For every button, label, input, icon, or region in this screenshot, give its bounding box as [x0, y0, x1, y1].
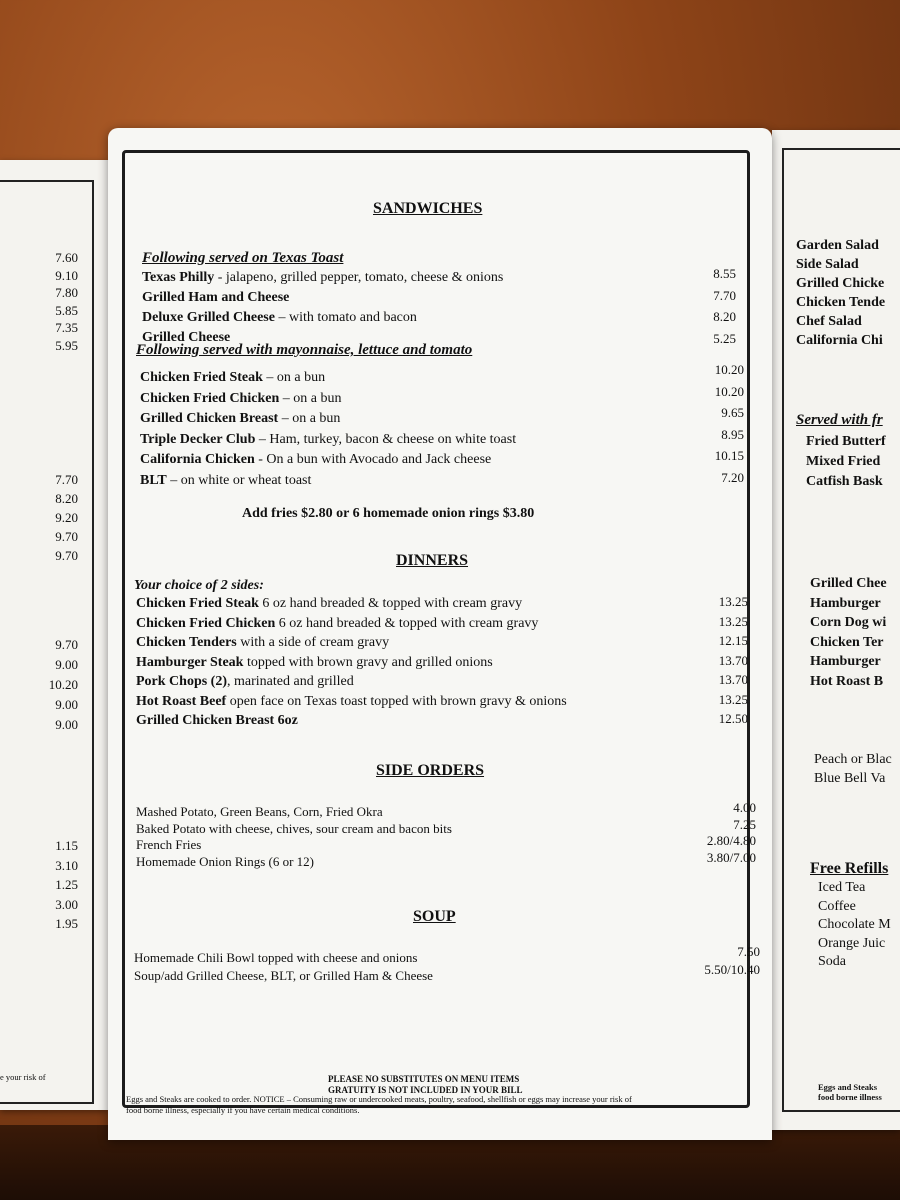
sandwich-item-desc: – on a bun: [278, 411, 341, 426]
right-salad-item: Chef Salad: [796, 314, 862, 329]
side-item: [136, 854, 314, 870]
texas-toast-subheading: Following served on Texas Toast: [142, 250, 344, 266]
right-salad-item: Chicken Tende: [796, 295, 886, 310]
soup-heading: SOUP: [413, 908, 456, 925]
menu-page: [108, 128, 772, 1140]
sandwich-item-name: BLT: [140, 472, 167, 488]
right-menu-panel: [772, 130, 900, 1130]
left-price: 1.95: [55, 916, 78, 931]
sandwich-item: [142, 330, 230, 346]
sandwich-item-name: Triple Decker Club: [140, 431, 256, 447]
sandwich-item-name: Chicken Fried Steak: [140, 370, 263, 385]
side-item: [136, 821, 452, 837]
left-price: 7.60: [55, 250, 78, 265]
dinner-price: 13.70: [718, 652, 748, 668]
sandwich-item-desc: – on a bun: [262, 370, 326, 385]
left-price: 5.85: [55, 302, 78, 318]
left-price: 9.20: [55, 510, 78, 525]
sandwich-item-desc: – with tomato and bacon: [274, 310, 417, 325]
right-drink-item: Soda: [818, 954, 846, 969]
sandwich-item-desc: – on a bun: [279, 390, 342, 406]
right-kids-item: Hot Roast B: [810, 673, 884, 689]
left-price: 10.20: [48, 677, 78, 692]
sandwich-item: [142, 310, 417, 326]
sandwich-price: 7.70: [713, 287, 736, 303]
right-basket-item: Mixed Fried: [806, 454, 881, 469]
left-price: 1.15: [55, 838, 78, 853]
dinner-item-name: Chicken Fried Chicken: [136, 615, 276, 631]
food-safety-notice: Eggs and Steaks are cooked to order. NOTICE – Consuming raw or undercooked meats, poultry, seafood, shellfish or eggs may increase your risk of: [126, 1094, 632, 1104]
gratuity-note: GRATUITY IS NOT INCLUDED IN YOUR BILL: [328, 1085, 523, 1095]
dinner-item-name: Grilled Chicken Breast 6oz: [136, 713, 298, 728]
dinner-price: 13.25: [718, 594, 748, 609]
sandwich-price: 8.20: [713, 309, 736, 324]
sandwich-item: [140, 473, 311, 489]
sandwich-price: 8.55: [713, 266, 736, 281]
dinner-item-name: Chicken Fried Steak: [136, 596, 259, 611]
food-safety-notice-2: food borne illness, especially if you have certain medical conditions.: [126, 1105, 360, 1115]
sandwich-item-name: Texas Philly: [142, 270, 215, 285]
left-price: 3.00: [55, 896, 78, 912]
dinner-price: 12.15: [718, 633, 748, 648]
left-menu-panel: [0, 160, 108, 1110]
left-price: 8.20: [55, 491, 78, 506]
no-substitutes-note: PLEASE NO SUBSTITUTES ON MENU ITEMS: [328, 1074, 520, 1084]
dinner-item: [136, 655, 493, 671]
side-item: [136, 804, 383, 820]
soup-item-name: Homemade Chili Bowl topped with cheese and onions: [134, 950, 418, 965]
left-price: 1.25: [55, 877, 78, 892]
dinner-item-name: Hamburger Steak: [136, 654, 244, 670]
sandwich-item-name: California Chicken: [140, 452, 255, 467]
right-footer-fragment-2: food borne illness: [818, 1092, 882, 1102]
sandwich-price: 7.20: [721, 469, 744, 485]
side-item-name: Mashed Potato, Green Beans, Corn, Fried Okra: [136, 804, 383, 819]
side-price: 2.80/4.80: [706, 833, 756, 848]
dinner-item-name: Chicken Tenders: [136, 635, 237, 650]
side-item-name: Baked Potato with cheese, chives, sour cream and bacon bits: [136, 820, 452, 836]
right-salad-item: Side Salad: [796, 257, 859, 272]
soup-item: [134, 968, 433, 984]
right-dessert-item: Blue Bell Va: [814, 771, 886, 786]
side-item-name: French Fries: [136, 837, 202, 852]
right-drink-item: Chocolate M: [818, 917, 891, 932]
right-basket-item: Catfish Bask: [806, 474, 883, 489]
right-salad-item: Grilled Chicke: [796, 276, 885, 291]
left-price: 9.70: [55, 637, 78, 652]
sandwich-item: [140, 411, 340, 427]
right-drink-item: Iced Tea: [818, 880, 866, 895]
left-footer-fragment: e your risk of: [0, 1072, 46, 1082]
soup-price: 7.50: [737, 944, 760, 959]
dinners-heading: DINNERS: [396, 552, 469, 569]
sandwich-item-desc: - jalapeno, grilled pepper, tomato, cheese & onions: [214, 270, 504, 285]
sandwich-item: [140, 432, 516, 448]
sandwich-item-name: Grilled Cheese: [142, 330, 231, 345]
sandwich-item-name: Deluxe Grilled Cheese: [142, 310, 275, 325]
right-kids-item: Corn Dog wi: [810, 615, 887, 630]
right-kids-item: Hamburger: [810, 654, 881, 669]
sandwich-price: 5.25: [713, 330, 736, 346]
side-item-name: Homemade Onion Rings (6 or 12): [136, 853, 315, 869]
sandwich-item: [142, 270, 503, 286]
sandwich-price: 10.20: [714, 383, 744, 399]
dinner-price: 13.25: [718, 691, 748, 707]
right-drink-item: Coffee: [818, 898, 856, 914]
sandwich-item-name: Grilled Ham and Cheese: [142, 290, 290, 305]
sandwich-price: 10.15: [714, 448, 744, 463]
dinner-item-desc: with a side of cream gravy: [236, 635, 390, 650]
right-dessert-item: Peach or Blac: [814, 752, 892, 767]
dinner-item-name: Hot Roast Beef: [136, 693, 227, 709]
left-price: 7.70: [55, 472, 78, 487]
right-footer-fragment: Eggs and Steaks: [818, 1082, 878, 1092]
left-price: 9.70: [55, 529, 78, 544]
sandwich-item-desc: - On a bun with Avocado and Jack cheese: [254, 452, 492, 467]
side-price: 3.80/7.00: [706, 849, 756, 865]
dinner-item-desc: topped with brown gravy and grilled onions: [243, 654, 493, 670]
side-price: 4.00: [733, 800, 756, 815]
mayo-subheading: Following served with mayonnaise, lettuce and tomato: [136, 342, 473, 358]
right-kids-item: Grilled Chee: [810, 576, 887, 591]
dinner-item: [136, 616, 538, 632]
left-price: 5.95: [55, 337, 78, 353]
right-kids-item: Chicken Ter: [810, 634, 884, 650]
left-price: 9.00: [55, 697, 78, 712]
sandwich-price: 10.20: [714, 362, 744, 377]
dinners-sides-note: Your choice of 2 sides:: [134, 578, 264, 593]
right-salad-item: Garden Salad: [796, 238, 879, 253]
sandwich-item-desc: – Ham, turkey, bacon & cheese on white toast: [255, 431, 517, 447]
sandwich-item-name: Chicken Fried Chicken: [140, 390, 280, 406]
right-served-with: Served with fr: [796, 412, 883, 428]
sandwich-item-name: Grilled Chicken Breast: [140, 411, 279, 426]
sandwiches-heading: SANDWICHES: [373, 200, 483, 217]
dinner-item-desc: 6 oz hand breaded & topped with cream gravy: [275, 615, 539, 631]
dinner-item-name: Pork Chops (2): [136, 674, 228, 689]
left-price: 9.70: [55, 548, 78, 563]
right-basket-item: Fried Butterf: [806, 434, 886, 449]
right-kids-item: Hamburger: [810, 595, 881, 611]
left-price: 9.00: [55, 657, 78, 672]
sandwich-item: [140, 391, 341, 407]
side-price: 7.25: [733, 816, 756, 832]
sandwich-price: 8.95: [721, 426, 744, 442]
side-orders-heading: SIDE ORDERS: [376, 762, 485, 779]
dinner-item: [136, 713, 298, 729]
soup-item-name: Soup/add Grilled Cheese, BLT, or Grilled Ham & Cheese: [134, 968, 433, 983]
right-refills-heading: Free Refills: [810, 860, 889, 877]
dinner-item: [136, 694, 567, 710]
sandwich-price: 9.65: [721, 405, 744, 420]
sandwich-item: [140, 370, 325, 386]
dinner-item: [136, 596, 522, 612]
sandwich-item-desc: – on white or wheat toast: [166, 472, 312, 488]
dinner-item-desc: , marinated and grilled: [227, 674, 354, 689]
soup-price: 5.50/10.40: [704, 962, 760, 977]
left-price: 9.00: [55, 717, 78, 732]
left-price: 7.35: [55, 320, 78, 335]
dinner-price: 13.70: [718, 672, 748, 687]
dinner-price: 13.25: [718, 613, 748, 629]
sandwich-item: [140, 452, 491, 468]
right-salad-item: California Chi: [796, 333, 883, 348]
dinner-item: [136, 674, 354, 690]
dinner-item-desc: open face on Texas toast topped with brown gravy & onions: [226, 693, 567, 709]
soup-item: [134, 950, 417, 966]
left-price: 9.10: [55, 267, 78, 283]
addon-note: Add fries $2.80 or 6 homemade onion rings $3.80: [242, 506, 535, 521]
left-price: 3.10: [55, 857, 78, 873]
dinner-price: 12.50: [718, 711, 748, 726]
sandwich-item: [142, 290, 289, 306]
left-price: 7.80: [55, 285, 78, 300]
side-item: [136, 837, 201, 853]
dinner-item-desc: 6 oz hand breaded & topped with cream gravy: [258, 596, 523, 611]
dinner-item: [136, 635, 389, 651]
right-drink-item: Orange Juic: [818, 935, 886, 951]
